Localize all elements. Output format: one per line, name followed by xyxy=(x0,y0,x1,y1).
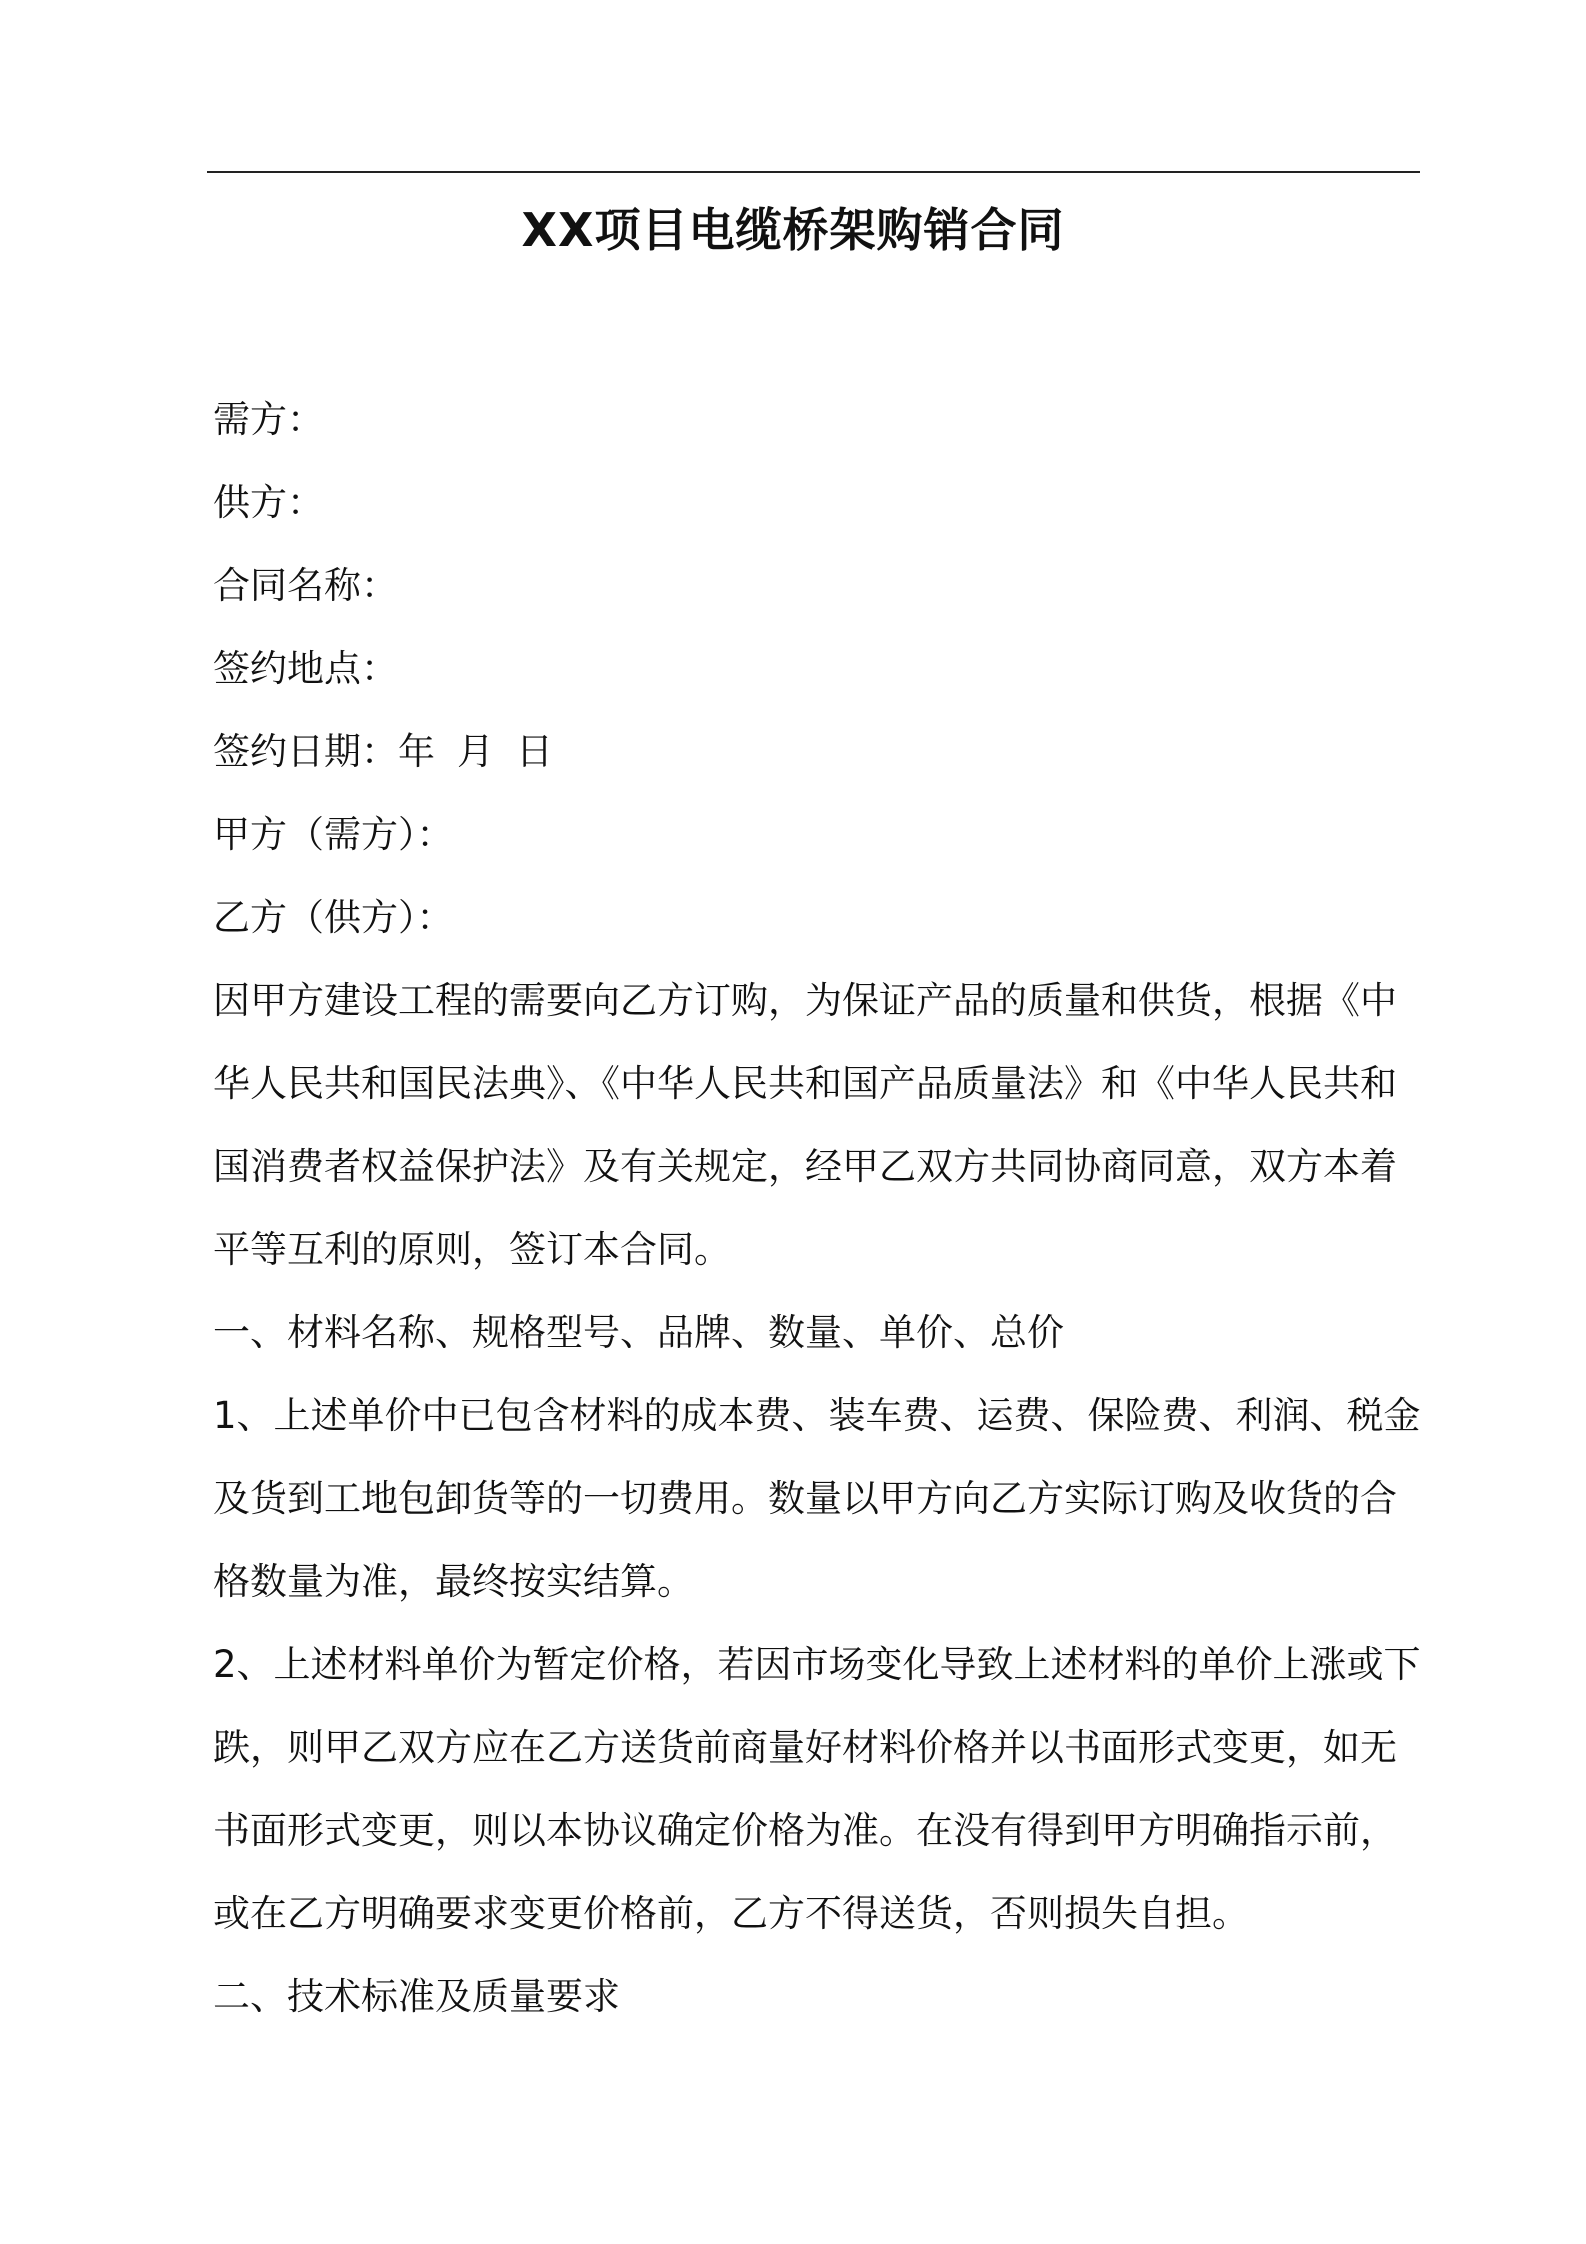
sign-date-month: 月 xyxy=(457,730,494,773)
clause-1-line: 及货到工地包卸货等的一切费用。数量以甲方向乙方实际订购及收货的合 xyxy=(213,1477,1397,1520)
sign-date-label: 签约日期： xyxy=(213,730,398,773)
clause-1-line: 1、上述单价中已包含材料的成本费、装车费、运费、保险费、利润、税金 xyxy=(213,1394,1421,1437)
field-contract-name: 合同名称： xyxy=(213,564,398,607)
contract-title: XX项目电缆桥架购销合同 xyxy=(521,203,1065,257)
intro-line: 华人民共和国民法典》、《中华人民共和国产品质量法》和《中华人民共和 xyxy=(213,1062,1397,1105)
intro-line: 国消费者权益保护法》及有关规定，经甲乙双方共同协商同意，双方本着 xyxy=(213,1145,1397,1188)
field-seller: 供方： xyxy=(213,481,324,524)
intro-line: 平等互利的原则，签订本合同。 xyxy=(213,1228,731,1271)
clause-2-line: 2、上述材料单价为暂定价格，若因市场变化导致上述材料的单价上涨或下 xyxy=(213,1643,1421,1686)
intro-line: 因甲方建设工程的需要向乙方订购，为保证产品的质量和供货，根据《中 xyxy=(213,979,1397,1022)
section-1-heading: 一、材料名称、规格型号、品牌、数量、单价、总价 xyxy=(213,1311,1064,1354)
section-2-heading: 二、技术标准及质量要求 xyxy=(213,1975,620,2018)
clause-2-line: 书面形式变更，则以本协议确定价格为准。在没有得到甲方明确指示前， xyxy=(213,1809,1397,1852)
clause-2-line: 或在乙方明确要求变更价格前，乙方不得送货，否则损失自担。 xyxy=(213,1892,1249,1935)
clause-1-line: 格数量为准，最终按实结算。 xyxy=(213,1560,694,1603)
field-sign-place: 签约地点： xyxy=(213,647,398,690)
contract-body xyxy=(213,378,1423,2038)
field-sign-date xyxy=(213,710,1423,793)
field-buyer: 需方： xyxy=(213,398,324,441)
header-rule xyxy=(207,171,1420,173)
clause-2-line: 跌，则甲乙双方应在乙方送货前商量好材料价格并以书面形式变更，如无 xyxy=(213,1726,1397,1769)
field-party-a: 甲方（需方）： xyxy=(213,813,454,856)
sign-date-year: 年 xyxy=(398,730,435,773)
sign-date-day: 日 xyxy=(516,730,553,773)
field-party-b: 乙方（供方）： xyxy=(213,896,454,939)
